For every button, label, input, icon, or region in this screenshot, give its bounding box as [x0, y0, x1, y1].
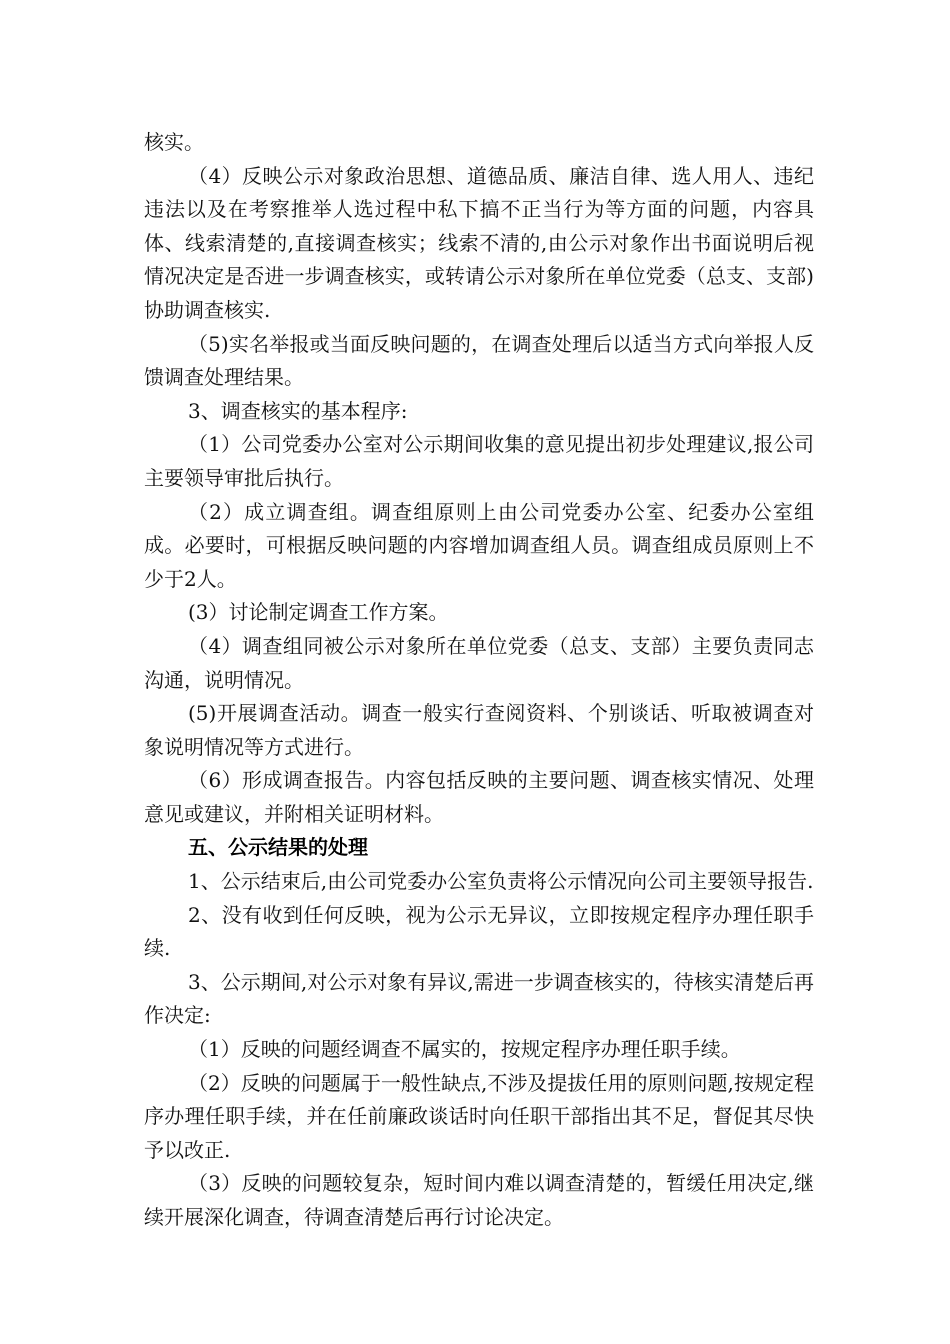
paragraph-item-4: （4）反映公示对象政治思想、道德品质、廉洁自律、选人用人、违纪违法以及在考察推举人选过程中私下搞不正当行为等方面的问题，内容具体、线索清楚的,直接调查核实；线索不清的,由公示对象作出书面说明后视情况决定是否进一步调查核实，或转请公示对象所在单位党委（总支、支部)协助调查核实.: [144, 163, 814, 322]
paragraph-continuation: 核实。: [144, 130, 204, 154]
result-item-3: 3、公示期间,对公示对象有异议,需进一步调查核实的，待核实清楚后再作决定:: [144, 969, 814, 1028]
procedure-step-5: (5)开展调查活动。调查一般实行查阅资料、个别谈话、听取被调查对象说明情况等方式进行。: [144, 701, 814, 759]
result-subitem-1: （1）反映的问题经调查不属实的，按规定程序办理任职手续。: [188, 1037, 741, 1062]
paragraph-procedure-heading: 3、调查核实的基本程序:: [188, 398, 408, 423]
procedure-step-6: （6）形成调查报告。内容包括反映的主要问题、调查核实情况、处理意见或建议，并附相关证明材料。: [144, 768, 814, 826]
result-item-2: 2、没有收到任何反映，视为公示无异议，立即按规定程序办理任职手续.: [144, 902, 814, 961]
procedure-step-4: （4）调查组同被公示对象所在单位党委（总支、支部）主要负责同志沟通，说明情况。: [144, 633, 814, 692]
result-subitem-2: （2）反映的问题属于一般性缺点,不涉及提拔任用的原则问题,按规定程序办理任职手续，并在任前廉政谈话时向任职干部指出其不足，督促其尽快予以改正.: [144, 1070, 814, 1162]
procedure-step-3: (3）讨论制定调查工作方案。: [188, 600, 449, 625]
procedure-step-1: （1）公司党委办公室对公示期间收集的意见提出初步处理建议,报公司主要领导审批后执行。: [144, 432, 814, 490]
paragraph-item-5: （5)实名举报或当面反映问题的，在调查处理后以适当方式向举报人反馈调查处理结果。: [144, 331, 814, 390]
procedure-step-2: （2）成立调查组。调查组原则上由公司党委办公室、纪委办公室组成。必要时，可根据反映问题的内容增加调查组人员。调查组成员原则上不少于2人。: [144, 499, 814, 591]
result-item-1: 1、公示结束后,由公司党委办公室负责将公示情况向公司主要领导报告.: [188, 869, 814, 894]
result-subitem-3: （3）反映的问题较复杂，短时间内难以调查清楚的，暂缓任用决定,继续开展深化调查，待调查清楚后再行讨论决定。: [144, 1171, 814, 1229]
document-body: [144, 126, 814, 1235]
section-heading: 五、公示结果的处理: [188, 835, 368, 860]
